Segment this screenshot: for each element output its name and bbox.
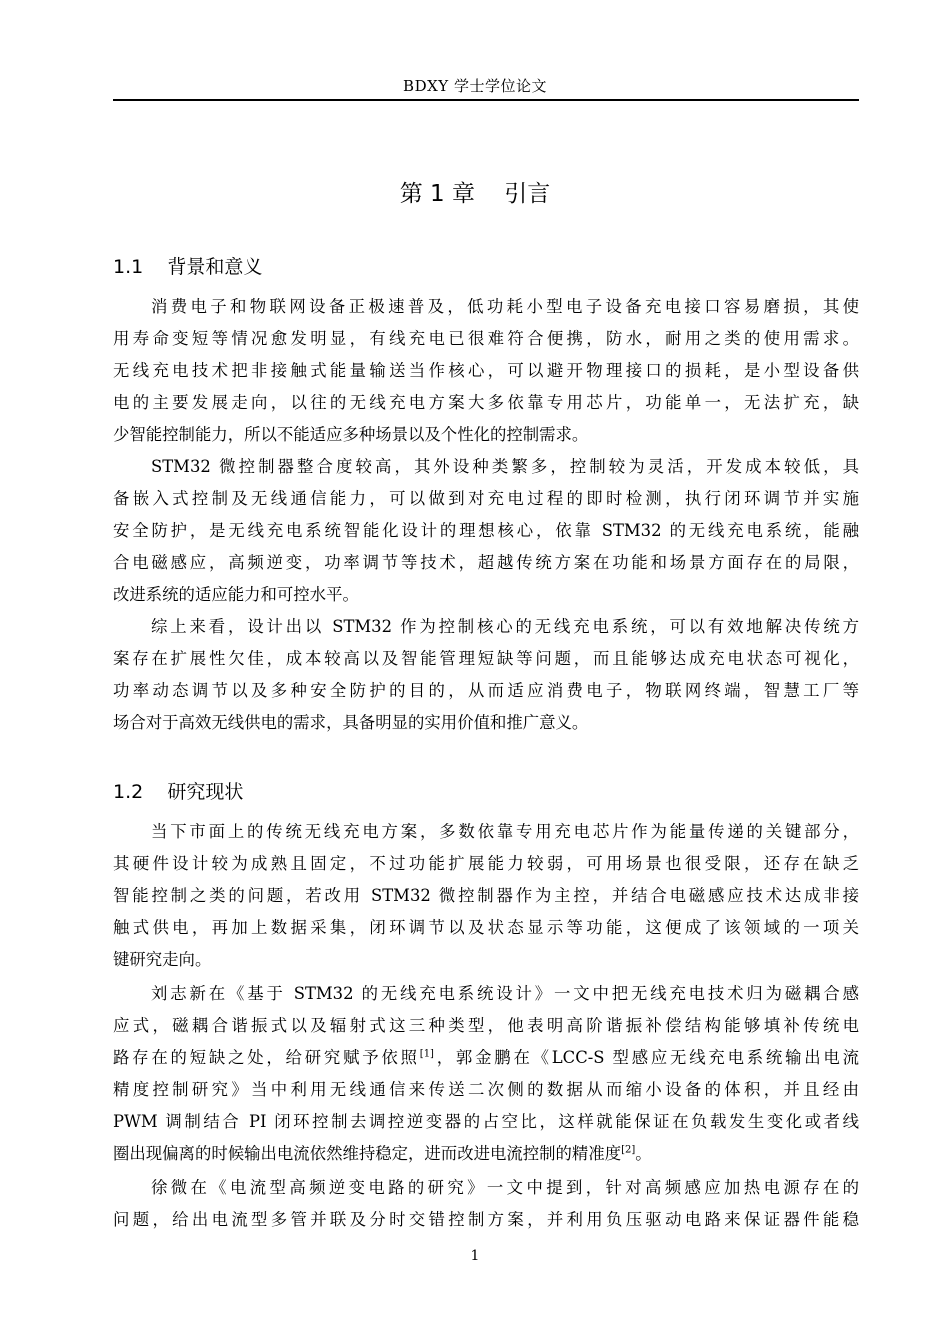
paragraph-line: 备嵌入式控制及无线通信能力，可以做到对充电过程的即时检测，执行闭环调节并实施 [113,489,859,508]
paragraph-line: 其硬件设计较为成熟且固定，不过功能扩展能力较弱，可用场景也很受限，还存在缺乏 [113,854,859,873]
paragraph-line: 案存在扩展性欠佳，成本较高以及智能管理短缺等问题，而且能够达成充电状态可视化， [113,649,859,668]
paragraph-line: 少智能控制能力，所以不能适应多种场景以及个性化的控制需求。 [113,425,589,444]
section-heading-1-2: 1.2 研究现状 [113,781,244,803]
paragraph-line: STM32 微控制器整合度较高，其外设种类繁多，控制较为灵活，开发成本较低，具 [151,457,859,476]
text-run: 。 [635,1144,652,1163]
paragraph-line: 改进系统的适应能力和可控水平。 [113,585,359,604]
paragraph-line: 当下市面上的传统无线充电方案，多数依靠专用充电芯片作为能量传递的关键部分， [151,822,859,841]
header-rule [113,99,859,101]
paragraph-line: 问题，给出电流型多管并联及分时交错控制方案，并利用负压驱动电路来保证器件能稳 [113,1210,859,1229]
paragraph-line: 综上来看，设计出以 STM32 作为控制核心的无线充电系统，可以有效地解决传统方 [151,617,859,636]
paragraph-line: 消费电子和物联网设备正极速普及，低功耗小型电子设备充电接口容易磨损，其使 [151,297,859,316]
running-header: BDXY 学士学位论文 [403,77,547,95]
paragraph-line-with-citation [113,1142,859,1166]
paragraph-line: 无线充电技术把非接触式能量输送当作核心，可以避开物理接口的损耗，是小型设备供 [113,361,859,380]
paragraph-line: PWM 调制结合 PI 闭环控制去调控逆变器的占空比，这样就能保证在负载发生变化或者线 [113,1112,859,1131]
paragraph-line-with-citation [113,1046,859,1070]
section-heading-1-1: 1.1 背景和意义 [113,256,263,278]
paragraph-line: 触式供电，再加上数据采集，闭环调节以及状态显示等功能，这便成了该领域的一项关 [113,918,859,937]
paragraph-line: 应式，磁耦合谐振式以及辐射式这三种类型，他表明高阶谐振补偿结构能够填补传统电 [113,1016,859,1035]
paragraph-line: 键研究走向。 [113,950,212,969]
paragraph-line: 电的主要发展走向，以往的无线充电方案大多依靠专用芯片，功能单一，无法扩充，缺 [113,393,859,412]
paragraph-line: 用寿命变短等情况愈发明显，有线充电已很难符合便携，防水，耐用之类的使用需求。 [113,329,859,348]
text-run: 路存在的短缺之处，给研究赋予依照 [113,1048,420,1067]
paragraph-line: 功率动态调节以及多种安全防护的目的，从而适应消费电子，物联网终端，智慧工厂等 [113,681,859,700]
paragraph-line: 智能控制之类的问题，若改用 STM32 微控制器作为主控，并结合电磁感应技术达成非接 [113,886,859,905]
citation-1: [1] [419,1048,434,1060]
paragraph-line: 精度控制研究》当中利用无线通信来传送二次侧的数据从而缩小设备的体积，并且经由 [113,1080,859,1099]
text-run: 圈出现偏离的时候输出电流依然维持稳定，进而改进电流控制的精准度 [113,1144,622,1163]
paragraph-line: 徐微在《电流型高频逆变电路的研究》一文中提到，针对高频感应加热电源存在的 [151,1178,859,1197]
chapter-title: 第 1 章 引言 [399,181,551,207]
paragraph-line: 刘志新在《基于 STM32 的无线充电系统设计》一文中把无线充电技术归为磁耦合感 [151,984,859,1003]
text-run: ，郭金鹏在《LCC-S 型感应无线充电系统输出电流 [433,1048,860,1067]
paragraph-line: 场合对于高效无线供电的需求，具备明显的实用价值和推广意义。 [113,713,589,732]
paragraph-line: 安全防护，是无线充电系统智能化设计的理想核心，依靠 STM32 的无线充电系统，能融 [113,521,859,540]
paragraph-line: 合电磁感应，高频逆变，功率调节等技术，超越传统方案在功能和场景方面存在的局限， [113,553,859,572]
citation-2: [2] [621,1144,636,1156]
page-number: 1 [470,1248,480,1264]
